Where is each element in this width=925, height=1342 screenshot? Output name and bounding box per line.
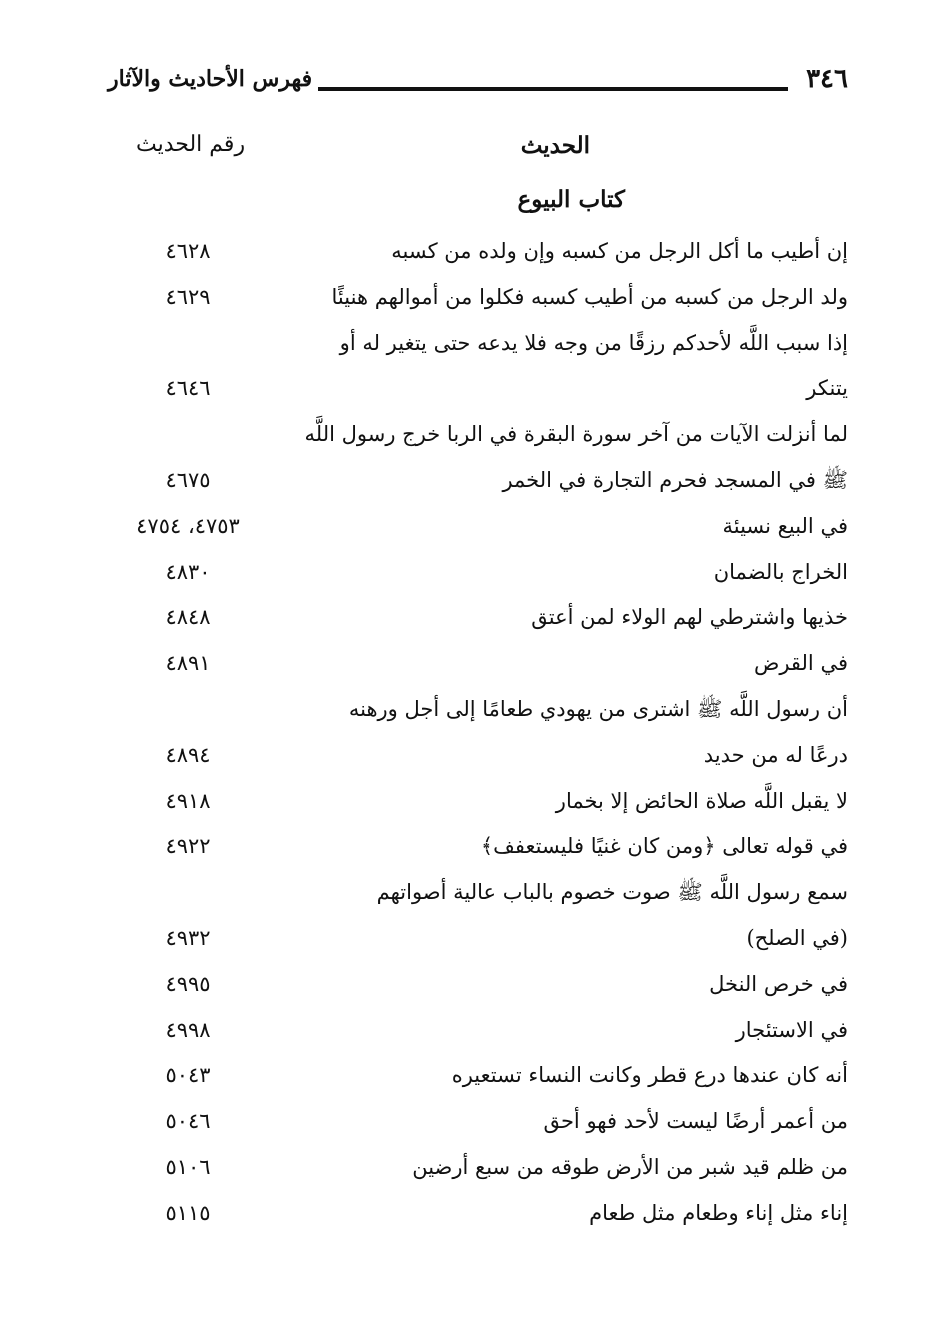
hadith-number: ٥٠٤٣ [165,1063,211,1088]
hadith-text: أنه كان عندها درع قطر وكانت النساء تستعيره [451,1063,848,1088]
hadith-text: لما أنزلت الآيات من آخر سورة البقرة في الربا خرج رسول اللَّه [304,422,848,447]
index-row [108,962,848,1008]
hadith-number: ٥١٠٦ [165,1154,211,1179]
index-row [108,458,848,504]
index-row [108,733,848,779]
hadith-text: في القرض [753,651,848,676]
hadith-text: أن رسول اللَّه ﷺ اشترى من يهودي طعامًا إلى أجل ورهنه [348,696,848,721]
hadith-text: إن أطيب ما أكل الرجل من كسبه وإن ولده من كسبه [391,239,848,263]
hadith-number: ٤٦٢٨ [165,239,211,263]
index-row [108,550,848,596]
running-header [108,62,848,102]
hadith-text: ولد الرجل من كسبه من أطيب كسبه فكلوا من أموالهم هنيئًا [331,284,848,309]
running-title: فهرس الأحاديث والآثار [108,66,313,92]
hadith-number: ٤٨٩٤ [165,742,211,767]
hadith-text: درعًا له من حديد [703,742,848,767]
hadith-text: الخراج بالضمان [713,559,848,584]
index-row [108,321,848,367]
hadith-text: من ظلم قيد شبر من الأرض طوقه من سبع أرضين [412,1154,848,1179]
column-header-number: رقم الحديث [136,132,246,157]
hadith-text: خذيها واشترطي لهم الولاء لمن أعتق [531,605,848,630]
index-row [108,1145,848,1191]
hadith-number: ٤٧٥٣، ٤٧٥٤ [136,513,240,538]
index-row [108,870,848,916]
column-header-hadith: الحديث [520,132,590,159]
index-row [108,1099,848,1145]
hadith-number: ٥٠٤٦ [165,1109,211,1134]
column-headers [108,126,848,170]
index-row [108,412,848,458]
hadith-number: ٤٦٧٥ [165,467,211,492]
hadith-text: لا يقبل اللَّه صلاة الحائض إلا بخمار [555,788,848,813]
hadith-number: ٤٩٢٢ [165,834,211,859]
hadith-number: ٤٦٤٦ [165,376,211,401]
index-row [108,1053,848,1099]
hadith-text: إناء مثل إناء وطعام مثل طعام [589,1200,848,1225]
hadith-text: في خرص النخل [709,971,848,996]
hadith-text: سمع رسول اللَّه ﷺ صوت خصوم بالباب عالية أصواتهم [376,880,848,905]
index-row [108,779,848,825]
index-row [108,824,848,870]
hadith-number: ٤٦٢٩ [165,284,211,309]
hadith-number: ٥١١٥ [165,1200,211,1225]
index-row [108,1008,848,1054]
index-row [108,366,848,412]
header-rule [318,87,788,91]
index-row [108,1191,848,1237]
index-row [108,504,848,550]
hadith-number: ٤٨٣٠ [165,559,211,584]
hadith-number: ٤٩١٨ [165,788,211,813]
hadith-text: من أعمر أرضًا ليست لأحد فهو أحق [543,1109,848,1134]
hadith-text: في البيع نسيئة [722,513,848,538]
index-row [108,916,848,962]
hadith-number: ٤٨٤٨ [165,605,211,630]
hadith-number: ٤٨٩١ [165,651,211,676]
hadith-number: ٤٩٩٨ [165,1017,211,1042]
hadith-text: (في الصلح) [746,925,848,950]
index-row [108,229,848,275]
section-title: كتاب البيوع [517,186,625,213]
index-row [108,275,848,321]
hadith-text: إذا سبب اللَّه لأحدكم رزقًا من وجه فلا يدعه حتى يتغير له أو [339,330,848,355]
hadith-text: يتنكر [806,376,848,401]
hadith-number: ٤٩٩٥ [165,971,211,996]
hadith-text: في قوله تعالى ﴿ومن كان غنيًا فليستعفف﴾ [480,834,848,859]
index-row [108,687,848,733]
hadith-text: في الاستئجار [735,1017,848,1042]
index-row [108,641,848,687]
index-row [108,595,848,641]
hadith-index-list [108,229,848,1237]
hadith-number: ٤٩٣٢ [165,925,211,950]
hadith-text: ﷺ في المسجد فحرم التجارة في الخمر [502,467,848,492]
page-number: ٣٤٦ [806,64,848,94]
